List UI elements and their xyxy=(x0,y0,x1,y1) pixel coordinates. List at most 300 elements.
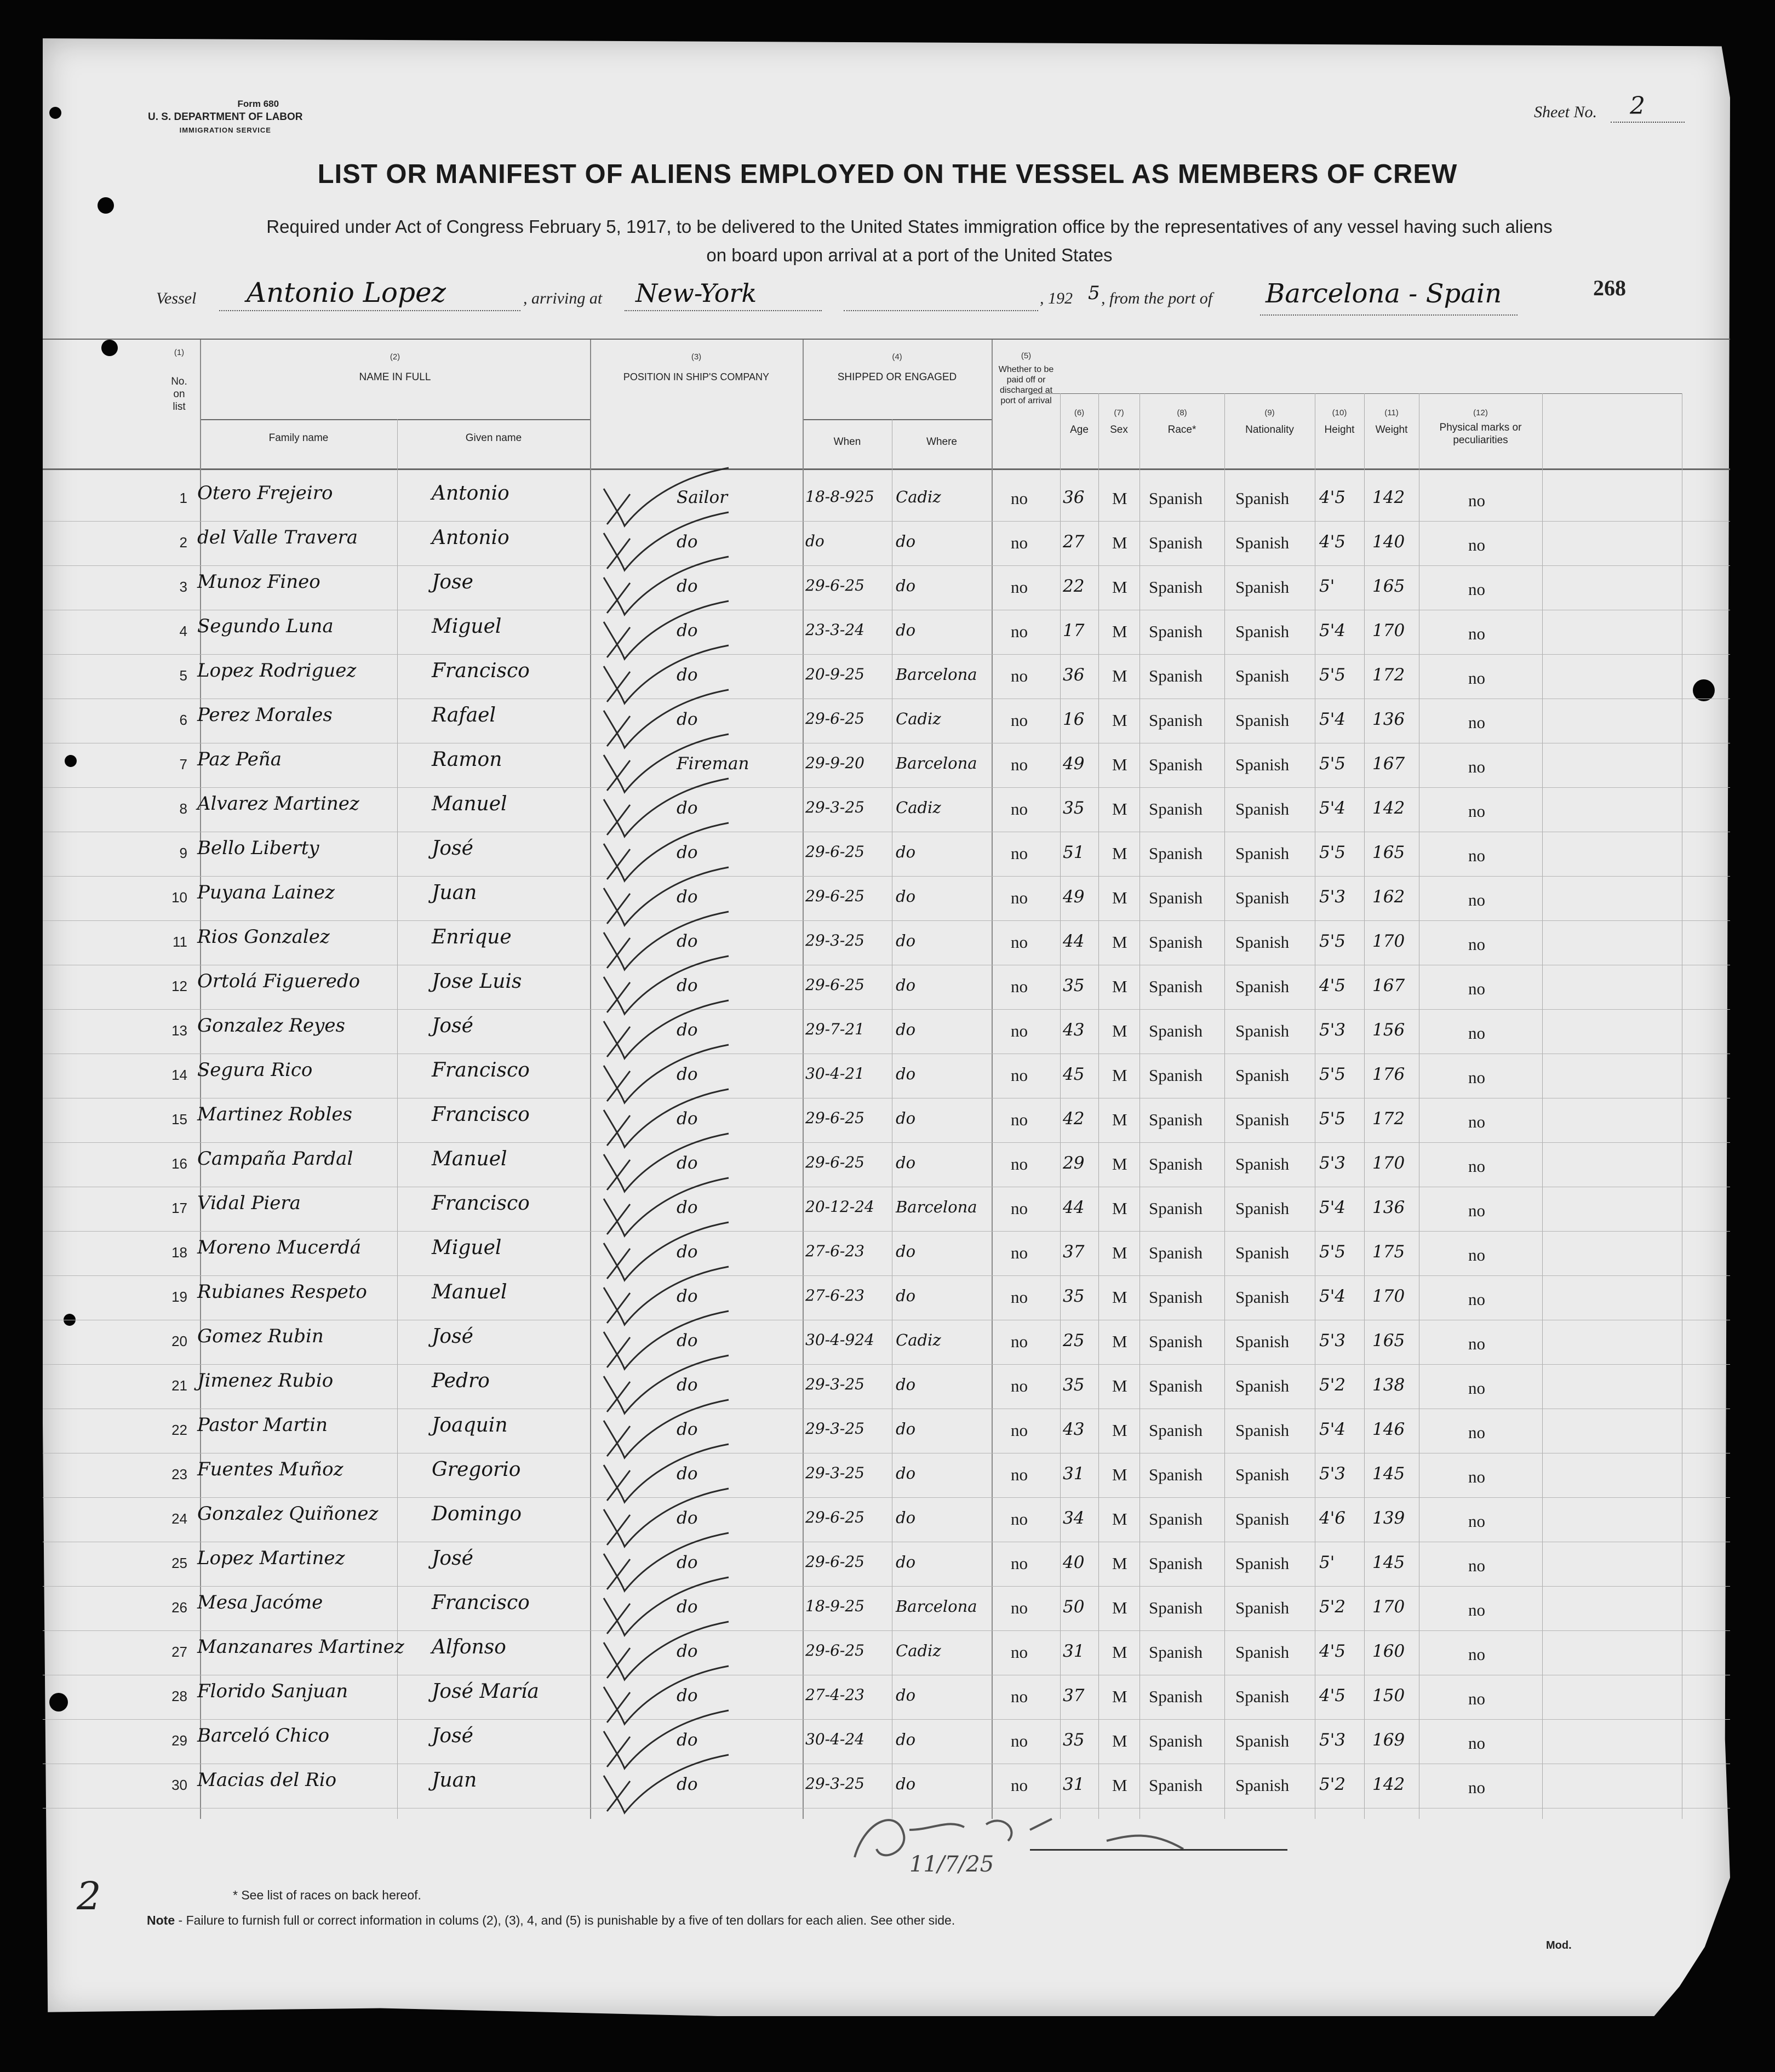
col6-number: (6) xyxy=(1074,408,1085,417)
weight: 170 xyxy=(1372,1153,1405,1173)
col6-header xyxy=(1060,407,1098,436)
physical-marks: no xyxy=(1468,535,1485,554)
family-name: Mesa Jacóme xyxy=(197,1592,323,1613)
shipped-where: Barcelona xyxy=(896,665,977,684)
race: Spanish xyxy=(1149,1687,1203,1706)
race: Spanish xyxy=(1149,1509,1203,1529)
family-name: Fuentes Muñoz xyxy=(197,1458,343,1480)
family-name: Barceló Chico xyxy=(197,1725,330,1747)
note-label: Note xyxy=(147,1913,175,1927)
sex: M xyxy=(1112,844,1127,863)
col9-label: Nationality xyxy=(1245,424,1294,436)
given-name: José xyxy=(432,1547,473,1570)
height: 5'5 xyxy=(1319,931,1345,951)
paid-off: no xyxy=(1011,1110,1028,1129)
shipped-when: 30-4-924 xyxy=(805,1331,874,1349)
shipped-when: 20-12-24 xyxy=(805,1198,874,1216)
race: Spanish xyxy=(1149,1642,1203,1662)
nationality: Spanish xyxy=(1235,1376,1290,1395)
sheet-underline xyxy=(1611,122,1685,123)
physical-marks: no xyxy=(1468,890,1485,909)
row-number: 30 xyxy=(171,1777,187,1793)
given-name: Francisco xyxy=(432,1103,530,1126)
physical-marks: no xyxy=(1468,491,1485,510)
nationality: Spanish xyxy=(1235,1598,1290,1617)
position: do xyxy=(677,976,698,995)
vessel-label: Vessel xyxy=(156,289,197,307)
position: do xyxy=(677,843,698,862)
age: 31 xyxy=(1063,1641,1085,1661)
col3-label: POSITION IN SHIP'S COMPANY xyxy=(623,371,770,382)
shipped-when: 29-6-25 xyxy=(805,576,864,594)
age: 37 xyxy=(1063,1686,1085,1705)
row-rule xyxy=(43,787,1730,788)
nationality: Spanish xyxy=(1235,1154,1290,1174)
position: do xyxy=(677,887,698,907)
height: 5' xyxy=(1319,576,1335,596)
row-number: 13 xyxy=(171,1022,187,1039)
paid-off: no xyxy=(1011,1642,1028,1662)
year-label: , 192 xyxy=(1040,289,1073,307)
row-number: 26 xyxy=(171,1599,187,1616)
row-number: 14 xyxy=(171,1067,187,1083)
shipped-where: Cadiz xyxy=(896,488,941,506)
row-rule xyxy=(43,521,1730,522)
family-name: Segundo Luna xyxy=(197,615,334,637)
height: 5'5 xyxy=(1319,1064,1345,1084)
sheet-label: Sheet No. xyxy=(1534,103,1597,121)
paid-off: no xyxy=(1011,977,1028,996)
physical-marks: no xyxy=(1468,1733,1485,1753)
position: do xyxy=(677,1508,698,1528)
weight: 142 xyxy=(1372,488,1405,507)
race: Spanish xyxy=(1149,799,1203,819)
nationality: Spanish xyxy=(1235,1776,1290,1795)
paid-off: no xyxy=(1011,844,1028,863)
age: 44 xyxy=(1063,931,1085,951)
given-name: Juan xyxy=(432,882,477,904)
sex: M xyxy=(1112,1021,1127,1040)
given-name: Miguel xyxy=(432,615,502,638)
weight: 139 xyxy=(1372,1508,1405,1528)
header-bottom-rule xyxy=(43,468,1730,470)
family-name: Martinez Robles xyxy=(197,1103,352,1125)
shipped-where: do xyxy=(896,976,916,994)
weight: 136 xyxy=(1372,709,1405,729)
height: 5'3 xyxy=(1319,1153,1345,1173)
physical-marks: no xyxy=(1468,1378,1485,1398)
sex: M xyxy=(1112,1376,1127,1395)
col-divider xyxy=(397,419,398,1819)
age: 44 xyxy=(1063,1198,1085,1217)
sex: M xyxy=(1112,622,1127,641)
table-top-rule xyxy=(43,339,1730,340)
nationality: Spanish xyxy=(1235,622,1290,641)
row-number: 5 xyxy=(179,667,187,684)
port-underline xyxy=(625,310,822,311)
nationality: Spanish xyxy=(1235,1021,1290,1040)
col4-number: (4) xyxy=(892,352,902,362)
weight: 136 xyxy=(1372,1198,1405,1217)
given-name: Manuel xyxy=(432,1281,507,1303)
position: do xyxy=(677,1375,698,1395)
family-name: Manzanares Martinez xyxy=(197,1636,404,1658)
shipped-where: do xyxy=(896,532,916,551)
age: 45 xyxy=(1063,1064,1085,1084)
age: 50 xyxy=(1063,1597,1085,1617)
col8-label: Race* xyxy=(1167,424,1196,436)
paid-off: no xyxy=(1011,1021,1028,1040)
race: Spanish xyxy=(1149,888,1203,907)
race: Spanish xyxy=(1149,489,1203,508)
age: 17 xyxy=(1063,621,1085,640)
row-number: 11 xyxy=(173,934,187,950)
weight: 142 xyxy=(1372,798,1405,818)
note-text: - Failure to furnish full or correct information in colums (2), (3), 4, and (5) is punishable by a five of ten dollars for each alien. See other side. xyxy=(175,1913,955,1927)
shipped-where: Cadiz xyxy=(896,709,941,728)
row-number: 18 xyxy=(171,1244,187,1261)
height: 5'3 xyxy=(1319,1331,1345,1350)
paid-off: no xyxy=(1011,1199,1028,1218)
paid-off: no xyxy=(1011,1376,1028,1395)
shipped-when: 29-6-25 xyxy=(805,1153,864,1171)
inspector-signature xyxy=(822,1797,1205,1879)
height: 5'4 xyxy=(1319,1420,1345,1439)
nationality: Spanish xyxy=(1235,799,1290,819)
nationality: Spanish xyxy=(1235,1554,1290,1573)
height: 4'5 xyxy=(1319,488,1345,507)
age: 36 xyxy=(1063,665,1085,685)
nationality: Spanish xyxy=(1235,1243,1290,1262)
race: Spanish xyxy=(1149,622,1203,641)
paid-off: no xyxy=(1011,799,1028,819)
physical-marks: no xyxy=(1468,1023,1485,1043)
mod-label: Mod. xyxy=(1546,1939,1572,1951)
sex: M xyxy=(1112,711,1127,730)
position: Fireman xyxy=(677,754,749,774)
col7-number: (7) xyxy=(1114,408,1124,417)
shipped-where: do xyxy=(896,843,916,861)
shipped-where: Barcelona xyxy=(896,1597,977,1616)
shipped-when: 29-3-25 xyxy=(805,1420,864,1438)
given-name: Domingo xyxy=(432,1503,522,1525)
physical-marks: no xyxy=(1468,1245,1485,1264)
age: 25 xyxy=(1063,1331,1085,1350)
paid-off: no xyxy=(1011,1421,1028,1440)
position: do xyxy=(677,1331,698,1350)
punch-hole xyxy=(101,340,118,356)
row-number: 19 xyxy=(171,1289,187,1305)
weight: 140 xyxy=(1372,532,1405,552)
position-check-mark xyxy=(592,1754,734,1819)
physical-marks: no xyxy=(1468,1201,1485,1220)
nationality: Spanish xyxy=(1235,1332,1290,1351)
given-name: Pedro xyxy=(432,1370,490,1392)
age: 37 xyxy=(1063,1242,1085,1262)
sex: M xyxy=(1112,1154,1127,1174)
nationality: Spanish xyxy=(1235,1287,1290,1307)
shipped-where: Cadiz xyxy=(896,1331,941,1349)
row-number: 16 xyxy=(171,1155,187,1172)
col10-label: Height xyxy=(1324,424,1355,436)
col2-label: NAME IN FULL xyxy=(359,371,431,383)
family-name: Perez Morales xyxy=(197,704,333,726)
race: Spanish xyxy=(1149,1243,1203,1262)
col12-number: (12) xyxy=(1473,408,1488,417)
paid-off: no xyxy=(1011,1776,1028,1795)
sex: M xyxy=(1112,1243,1127,1262)
position: do xyxy=(677,1286,698,1306)
height: 5'4 xyxy=(1319,709,1345,729)
shipped-when: 30-4-24 xyxy=(805,1730,864,1748)
paid-off: no xyxy=(1011,1154,1028,1174)
paid-off: no xyxy=(1011,489,1028,508)
given-name: Manuel xyxy=(432,793,507,815)
sheet-number: 2 xyxy=(1630,92,1645,120)
weight: 162 xyxy=(1372,887,1405,907)
page-title: LIST OR MANIFEST OF ALIENS EMPLOYED ON THE VESSEL AS MEMBERS OF CREW xyxy=(317,159,1458,189)
family-name: Jimenez Rubio xyxy=(197,1370,334,1392)
weight: 160 xyxy=(1372,1641,1405,1661)
from-underline xyxy=(1260,314,1518,316)
sex: M xyxy=(1112,1776,1127,1795)
sex: M xyxy=(1112,1642,1127,1662)
physical-marks: no xyxy=(1468,1423,1485,1442)
position: do xyxy=(677,798,698,818)
row-number: 8 xyxy=(179,800,187,817)
col4-label: SHIPPED OR ENGAGED xyxy=(837,371,957,383)
row-number: 1 xyxy=(179,490,187,506)
paid-off: no xyxy=(1011,533,1028,552)
shipped-where: Barcelona xyxy=(896,754,977,772)
given-name: Francisco xyxy=(432,660,530,682)
row-rule xyxy=(43,1364,1730,1365)
row-number: 22 xyxy=(171,1422,187,1438)
paid-off: no xyxy=(1011,1332,1028,1351)
family-name: Gonzalez Quiñonez xyxy=(197,1503,379,1525)
age: 36 xyxy=(1063,488,1085,507)
physical-marks: no xyxy=(1468,1600,1485,1619)
shipped-when: 29-3-25 xyxy=(805,1464,864,1482)
sex: M xyxy=(1112,1598,1127,1617)
row-number: 27 xyxy=(171,1644,187,1660)
physical-marks: no xyxy=(1468,757,1485,776)
shipped-where: do xyxy=(896,576,916,595)
nationality: Spanish xyxy=(1235,666,1290,685)
nationality: Spanish xyxy=(1235,755,1290,774)
shipped-when: 27-6-23 xyxy=(805,1242,864,1260)
age: 16 xyxy=(1063,709,1085,729)
col-divider xyxy=(1060,393,1061,1819)
paid-off: no xyxy=(1011,1287,1028,1307)
weight: 146 xyxy=(1372,1420,1405,1439)
sex: M xyxy=(1112,977,1127,996)
height: 5'4 xyxy=(1319,1286,1345,1306)
weight: 145 xyxy=(1372,1553,1405,1572)
col-divider xyxy=(992,340,993,1819)
height: 5'4 xyxy=(1319,621,1345,640)
weight: 167 xyxy=(1372,754,1405,774)
row-rule xyxy=(43,1586,1730,1587)
sex: M xyxy=(1112,932,1127,952)
family-name: Otero Frejeiro xyxy=(197,482,333,504)
age: 35 xyxy=(1063,1286,1085,1306)
position: do xyxy=(677,1553,698,1572)
shipped-when: 23-3-24 xyxy=(805,621,864,639)
punch-hole xyxy=(98,197,114,214)
sex: M xyxy=(1112,1554,1127,1573)
row-number: 7 xyxy=(179,756,187,772)
shipped-where: do xyxy=(896,1064,916,1083)
given-name: Ramon xyxy=(432,748,502,771)
shipped-when: 29-6-25 xyxy=(805,709,864,728)
col10-header xyxy=(1315,407,1364,436)
age: 49 xyxy=(1063,887,1085,907)
nationality: Spanish xyxy=(1235,533,1290,552)
height: 4'5 xyxy=(1319,532,1345,552)
col11-number: (11) xyxy=(1384,408,1399,417)
given-name: Jose xyxy=(432,571,473,593)
col12-label: Physical marks or peculiarities xyxy=(1439,422,1522,446)
given-name: Francisco xyxy=(432,1192,530,1215)
inspector-date: 11/7/25 xyxy=(909,1852,994,1877)
family-name: Lopez Martinez xyxy=(197,1547,345,1569)
sex: M xyxy=(1112,1199,1127,1218)
sex: M xyxy=(1112,1687,1127,1706)
col9-header xyxy=(1224,407,1315,436)
sex: M xyxy=(1112,577,1127,597)
height: 5'5 xyxy=(1319,1242,1345,1262)
paid-off: no xyxy=(1011,1243,1028,1262)
given-name: Joaquin xyxy=(432,1414,508,1436)
race: Spanish xyxy=(1149,1421,1203,1440)
physical-marks: no xyxy=(1468,1290,1485,1309)
family-name: Rios Gonzalez xyxy=(197,926,330,948)
shipped-where: do xyxy=(896,1553,916,1571)
shipped-where: do xyxy=(896,1686,916,1704)
sex: M xyxy=(1112,888,1127,907)
punch-hole xyxy=(1693,679,1715,701)
col5-header xyxy=(993,351,1060,406)
shipped-when: 18-9-25 xyxy=(805,1597,864,1615)
physical-marks: no xyxy=(1468,1645,1485,1664)
race: Spanish xyxy=(1149,1287,1203,1307)
punch-hole xyxy=(49,107,61,119)
age: 27 xyxy=(1063,532,1085,552)
col7-label: Sex xyxy=(1110,424,1128,436)
punch-hole xyxy=(65,755,77,767)
paid-off: no xyxy=(1011,666,1028,685)
family-name: del Valle Travera xyxy=(197,526,358,548)
age: 22 xyxy=(1063,576,1085,596)
nationality: Spanish xyxy=(1235,888,1290,907)
margin-mark: 2 xyxy=(77,1874,101,1919)
physical-marks: no xyxy=(1468,1689,1485,1708)
age: 49 xyxy=(1063,754,1085,774)
given-name: Jose Luis xyxy=(432,970,522,993)
position: do xyxy=(677,532,698,552)
physical-marks: no xyxy=(1468,1556,1485,1575)
paid-off: no xyxy=(1011,1509,1028,1529)
race: Spanish xyxy=(1149,1598,1203,1617)
row-rule xyxy=(43,920,1730,921)
col7-header xyxy=(1098,407,1140,436)
race: Spanish xyxy=(1149,1199,1203,1218)
given-name: José xyxy=(432,1325,473,1348)
family-name: Segura Rico xyxy=(197,1059,313,1081)
weight: 175 xyxy=(1372,1242,1405,1262)
family-name: Pastor Martin xyxy=(197,1414,328,1436)
family-name: Gomez Rubin xyxy=(197,1325,324,1347)
shipped-when: 29-6-25 xyxy=(805,1553,864,1571)
form-number: Form 680 xyxy=(237,99,279,109)
race: Spanish xyxy=(1149,844,1203,863)
position: do xyxy=(677,1109,698,1129)
shipped-where: do xyxy=(896,1286,916,1305)
age: 43 xyxy=(1063,1020,1085,1040)
row-number: 15 xyxy=(171,1111,187,1127)
row-number: 4 xyxy=(179,623,187,639)
given-name: José xyxy=(432,1015,473,1037)
nationality: Spanish xyxy=(1235,1642,1290,1662)
sex: M xyxy=(1112,1465,1127,1484)
given-name: Miguel xyxy=(432,1237,502,1259)
given-name: Antonio xyxy=(432,482,509,505)
nationality: Spanish xyxy=(1235,1199,1290,1218)
col-divider xyxy=(1542,393,1543,1819)
physical-marks: no xyxy=(1468,1157,1485,1176)
race: Spanish xyxy=(1149,666,1203,685)
age: 42 xyxy=(1063,1109,1085,1129)
form-reference xyxy=(148,98,303,137)
weight: 167 xyxy=(1372,976,1405,995)
row-rule xyxy=(43,565,1730,566)
row-rule xyxy=(43,1497,1730,1498)
department-name: U. S. DEPARTMENT OF LABOR xyxy=(148,111,303,123)
weight: 176 xyxy=(1372,1064,1405,1084)
weight: 165 xyxy=(1372,576,1405,596)
race: Spanish xyxy=(1149,1110,1203,1129)
paid-off: no xyxy=(1011,1066,1028,1085)
shipped-when: 29-9-20 xyxy=(805,754,864,772)
position: do xyxy=(677,931,698,951)
position: Sailor xyxy=(677,488,728,507)
shipped-where: do xyxy=(896,1730,916,1749)
race: Spanish xyxy=(1149,1731,1203,1750)
shipped-when: 29-6-25 xyxy=(805,887,864,905)
physical-marks: no xyxy=(1468,624,1485,643)
shipped-where: do xyxy=(896,621,916,639)
year-digit: 5 xyxy=(1088,282,1100,304)
weight: 170 xyxy=(1372,1286,1405,1306)
paid-off: no xyxy=(1011,622,1028,641)
sex: M xyxy=(1112,1731,1127,1750)
paid-off: no xyxy=(1011,1465,1028,1484)
race: Spanish xyxy=(1149,533,1203,552)
family-name: Vidal Piera xyxy=(197,1192,301,1214)
row-rule xyxy=(43,1719,1730,1720)
height: 4'5 xyxy=(1319,1641,1345,1661)
sex: M xyxy=(1112,1509,1127,1529)
subtitle-line-2: on board upon arrival at a port of the United States xyxy=(706,245,1113,265)
paid-off: no xyxy=(1011,1687,1028,1706)
race: Spanish xyxy=(1149,1465,1203,1484)
family-name: Macias del Rio xyxy=(197,1769,337,1791)
shipped-when: 29-6-25 xyxy=(805,976,864,994)
position: do xyxy=(677,1153,698,1173)
col-divider xyxy=(1098,393,1099,1819)
given-name: Gregorio xyxy=(432,1458,521,1481)
